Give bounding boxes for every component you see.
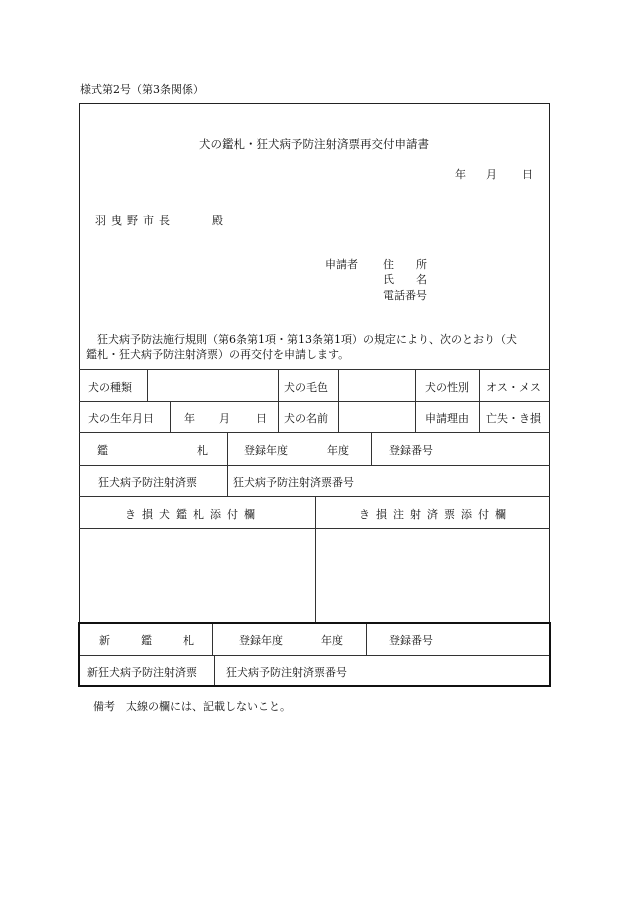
- applicant-phone-label: 電話番号: [383, 289, 427, 302]
- birthdate-year: 年: [184, 412, 195, 425]
- new-tag-label-2: 鑑: [141, 634, 152, 647]
- addressee: 羽曳野市長: [95, 214, 175, 227]
- new-vax-tag-label: 新狂犬病予防注射済票: [87, 666, 197, 679]
- remarks: 備考 太線の欄には、記載しないこと。: [93, 700, 291, 713]
- sex-label: 犬の性別: [425, 381, 469, 394]
- applicant-address-label: 住 所: [383, 258, 427, 271]
- applicant-label: 申請者: [325, 258, 358, 271]
- table-rule: [147, 369, 148, 401]
- new-tag-label-1: 新: [99, 634, 110, 647]
- applicant-name-label: 氏 名: [383, 273, 427, 286]
- table-rule: [338, 369, 339, 432]
- table-rule: [227, 432, 228, 465]
- form-title: 犬の鑑札・狂犬病予防注射済票再交付申請書: [199, 137, 429, 151]
- tag-label-1: 鑑: [97, 444, 108, 457]
- table-rule: [170, 401, 171, 432]
- dog-name-label: 犬の名前: [284, 412, 328, 425]
- reg-year-label: 登録年度: [244, 444, 288, 457]
- date-day: 日: [522, 168, 533, 181]
- damaged-tag-attach-label: き損犬鑑札添付欄: [125, 508, 261, 521]
- table-rule: [371, 432, 372, 465]
- new-reg-number-label: 登録番号: [389, 634, 433, 647]
- table-rule: [415, 369, 416, 432]
- coat-label: 犬の毛色: [284, 381, 328, 394]
- reg-number-label: 登録番号: [389, 444, 433, 457]
- table-rule: [227, 465, 228, 496]
- table-rule: [79, 465, 550, 466]
- birthdate-label: 犬の生年月日: [88, 412, 154, 425]
- reason-value: 亡失・き損: [486, 412, 541, 425]
- damaged-vax-attach-label: き損注射済票添付欄: [359, 508, 512, 521]
- vax-tag-label: 狂犬病予防注射済票: [98, 476, 197, 489]
- new-vax-tag-number-label: 狂犬病予防注射済票番号: [226, 666, 347, 679]
- birthdate-day: 日: [256, 412, 267, 425]
- form-number: 様式第2号（第3条関係）: [80, 83, 204, 96]
- body-text-line-1: 狂犬病予防法施行規則（第6条第1項・第13条第1項）の規定により、次のとおり（犬: [86, 333, 517, 346]
- sex-value: オス・メス: [486, 381, 541, 394]
- nendo-label: 年度: [327, 444, 349, 457]
- new-nendo-label: 年度: [321, 634, 343, 647]
- vax-tag-number-label: 狂犬病予防注射済票番号: [233, 476, 354, 489]
- table-rule: [79, 432, 550, 433]
- breed-label: 犬の種類: [88, 381, 132, 394]
- table-rule: [315, 496, 316, 622]
- date-month: 月: [486, 168, 497, 181]
- birthdate-month: 月: [219, 412, 230, 425]
- table-rule: [278, 369, 279, 432]
- reason-label: 申請理由: [425, 412, 469, 425]
- body-text-line-2: 鑑札・狂犬病予防注射済票）の再交付を申請します。: [86, 348, 350, 361]
- new-reg-year-label: 登録年度: [239, 634, 283, 647]
- new-tag-label-3: 札: [183, 634, 194, 647]
- honorific: 殿: [212, 214, 223, 227]
- table-rule: [479, 369, 480, 432]
- tag-label-2: 札: [197, 444, 208, 457]
- date-year: 年: [455, 168, 466, 181]
